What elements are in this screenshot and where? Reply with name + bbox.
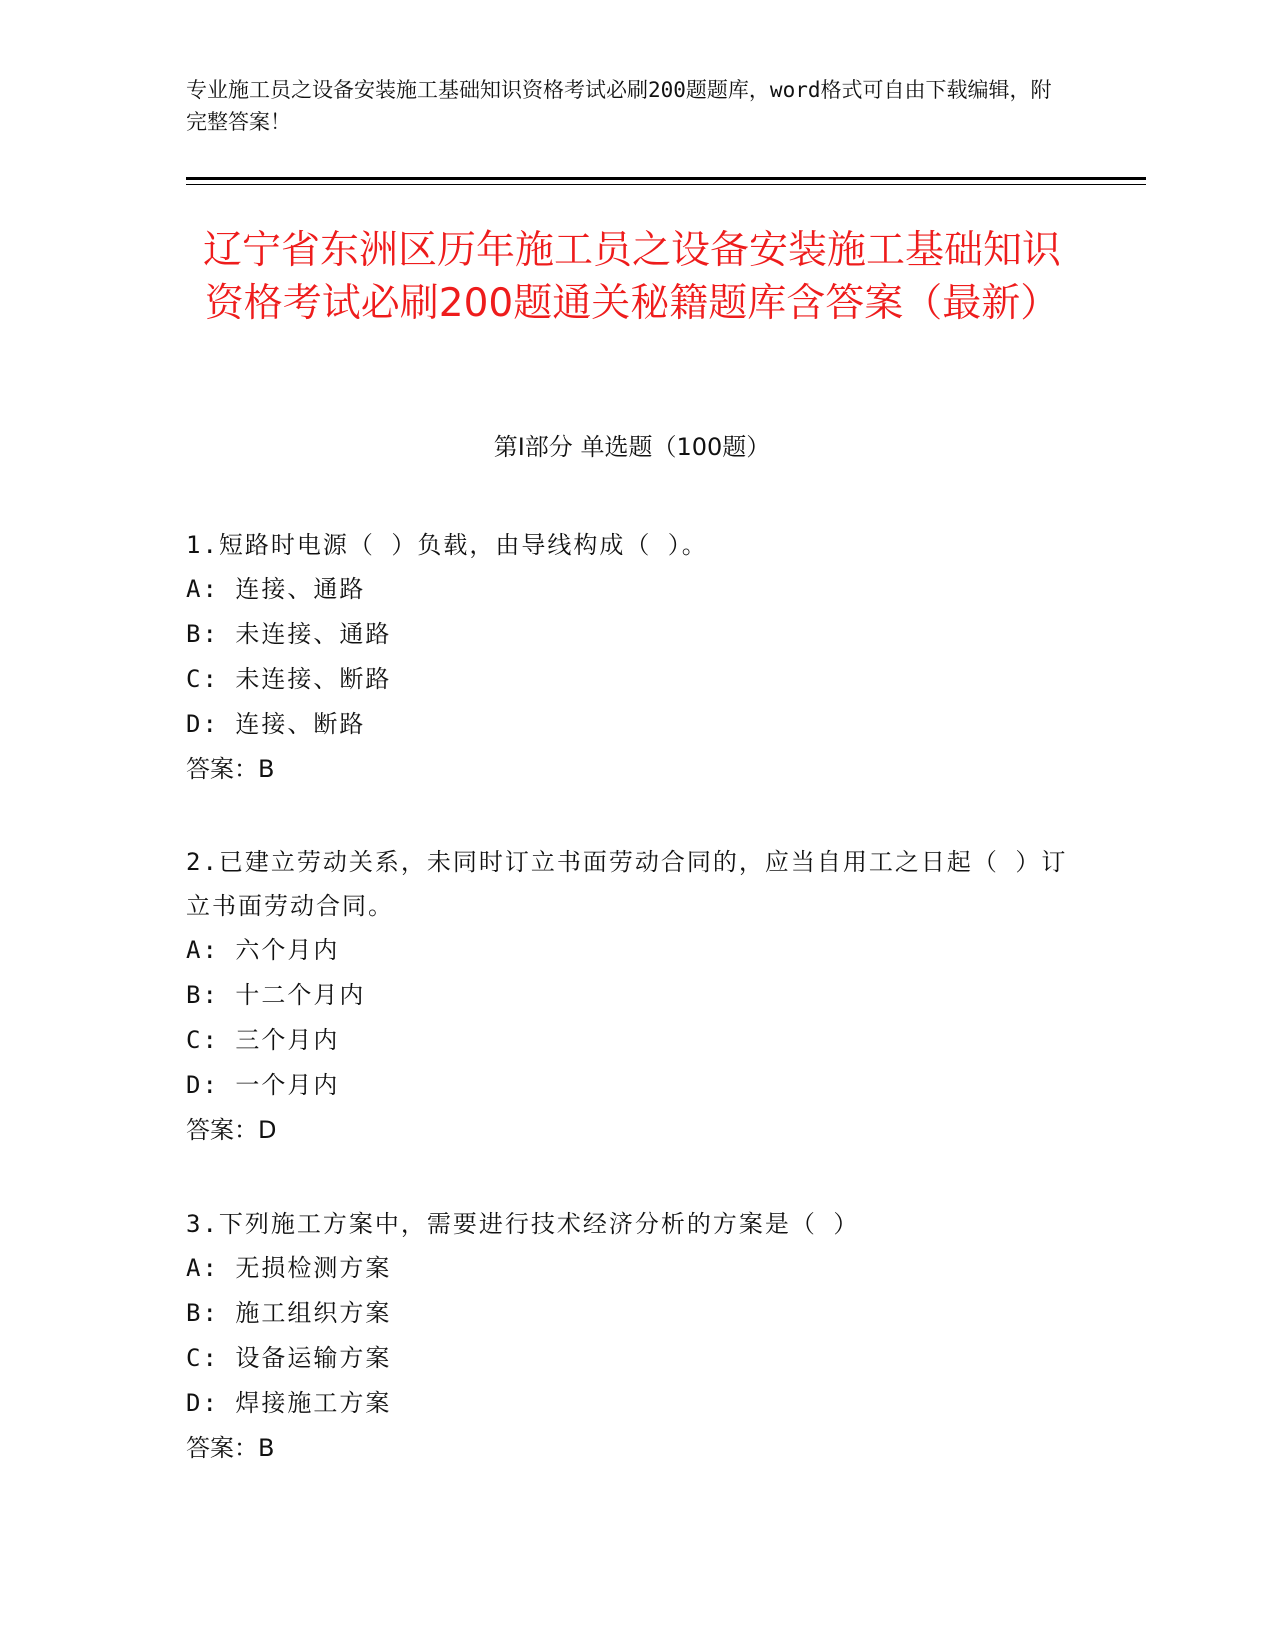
option-c: C: 设备运输方案: [186, 1344, 392, 1372]
answer: 答案：B: [186, 755, 275, 783]
option-d: D: 一个月内: [186, 1071, 340, 1099]
question-1: [186, 523, 1078, 791]
question-stem: 3.下列施工方案中，需要进行技术经济分析的方案是（ ）: [186, 1210, 860, 1238]
section-heading: 第Ⅰ部分 单选题（100题）: [493, 433, 771, 461]
option-b: B: 未连接、通路: [186, 620, 392, 648]
answer: 答案：B: [186, 1434, 275, 1462]
header-note: 专业施工员之设备安装施工基础知识资格考试必刷200题题库，word格式可自由下载编辑，附完整答案！: [186, 78, 1052, 134]
document-title: 辽宁省东洲区历年施工员之设备安装施工基础知识资格考试必刷200题通关秘籍题库含答案（最新）: [202, 228, 1061, 326]
question-2: [186, 840, 1078, 1152]
option-d: D: 焊接施工方案: [186, 1389, 392, 1417]
answer: 答案：D: [186, 1116, 277, 1144]
question-3: [186, 1202, 1078, 1470]
option-c: C: 三个月内: [186, 1026, 340, 1054]
option-c: C: 未连接、断路: [186, 665, 392, 693]
option-a: A: 无损检测方案: [186, 1254, 392, 1282]
option-d: D: 连接、断路: [186, 710, 366, 738]
header-rule-thick: [186, 177, 1146, 180]
header-rule-thin: [186, 184, 1146, 185]
option-b: B: 施工组织方案: [186, 1299, 392, 1327]
option-a: A: 连接、通路: [186, 575, 366, 603]
question-stem: 1.短路时电源（ ）负载，由导线构成（ ）。: [186, 531, 708, 559]
question-stem: 2.已建立劳动关系，未同时订立书面劳动合同的，应当自用工之日起（ ）订立书面劳动合同。: [186, 848, 1068, 920]
option-b: B: 十二个月内: [186, 981, 366, 1009]
option-a: A: 六个月内: [186, 936, 340, 964]
